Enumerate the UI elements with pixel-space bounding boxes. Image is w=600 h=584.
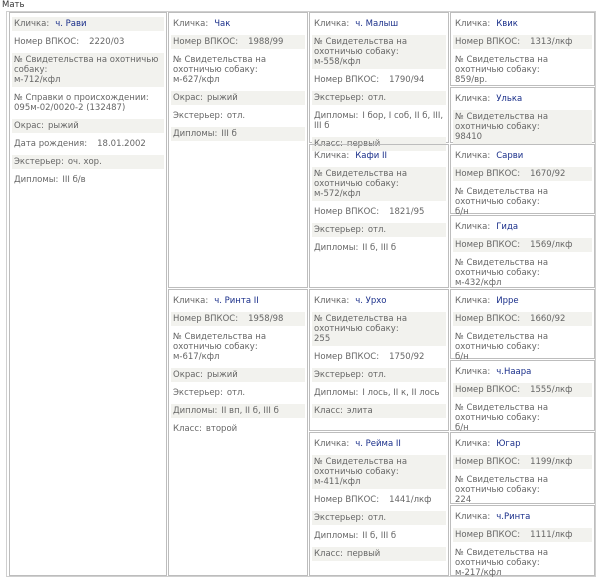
dog-card-chak: [168, 12, 308, 288]
dog-card-ulka: [450, 87, 595, 143]
class-label: Класс:: [314, 549, 343, 559]
dog-name-link[interactable]: ч.Ринта: [496, 512, 531, 522]
exterior-value: отл.: [226, 111, 246, 121]
nick-label: Кличка:: [455, 367, 491, 377]
dog-card-gida: [450, 215, 595, 288]
diplomas-label: Дипломы:: [314, 388, 359, 398]
dog-name-link[interactable]: ч. Рави: [55, 19, 87, 29]
cert-label: № Свидетельства на охотничью собаку:: [455, 112, 549, 132]
dog-name-link[interactable]: ч. Урхо: [355, 296, 387, 306]
vpkos-value: 1313/лкф: [530, 37, 573, 47]
diplomas-value: II б, III б: [362, 243, 397, 253]
exterior-value: отл.: [226, 388, 246, 398]
color-label: Окрас:: [173, 370, 203, 380]
exterior-label: Экстерьер:: [14, 157, 64, 167]
cert-value: м-432/кфл: [455, 278, 502, 288]
vpkos-label: Номер ВПКОС:: [314, 352, 380, 362]
vpkos-label: Номер ВПКОС:: [455, 169, 521, 179]
vpkos-label: Номер ВПКОС:: [455, 240, 521, 250]
cert-value: б/н: [455, 352, 469, 362]
exterior-value: отл.: [367, 225, 387, 235]
nick-label: Кличка:: [173, 296, 209, 306]
color-label: Окрас:: [14, 121, 44, 131]
diplomas-label: Дипломы:: [173, 406, 218, 416]
cert-label: № Свидетельства на охотничью собаку:: [173, 332, 267, 352]
diplomas-label: Дипломы:: [314, 531, 359, 541]
vpkos-value: 1670/92: [530, 169, 566, 179]
vpkos-label: Номер ВПКОС:: [455, 385, 521, 395]
dog-name-link[interactable]: Югар: [496, 439, 521, 449]
vpkos-value: 1199/лкф: [530, 457, 573, 467]
nick-label: Кличка:: [314, 296, 350, 306]
vpkos-label: Номер ВПКОС:: [173, 314, 239, 324]
nick-label: Кличка:: [455, 296, 491, 306]
color-label: Окрас:: [173, 93, 203, 103]
dog-name-link[interactable]: ч. Малыш: [355, 19, 399, 29]
dog-card-reima2: [309, 432, 449, 576]
diplomas-label: Дипломы:: [173, 129, 218, 139]
cert-value: 224: [455, 495, 472, 505]
exterior-label: Экстерьер:: [314, 370, 364, 380]
diplomas-value: III б: [221, 129, 237, 139]
nick-label: Кличка:: [173, 19, 209, 29]
vpkos-value: 1790/94: [389, 75, 425, 85]
nick-label: Кличка:: [455, 19, 491, 29]
nick-label: Кличка:: [455, 222, 491, 232]
diplomas-value: III б/в: [62, 175, 86, 185]
vpkos-value: 1821/95: [389, 207, 425, 217]
cert-label: № Свидетельства на охотничью собаку:: [455, 548, 549, 568]
vpkos-value: 1958/98: [248, 314, 284, 324]
vpkos-label: Номер ВПКОС:: [14, 37, 80, 47]
class-value: второй: [205, 424, 238, 434]
color-value: рыжий: [47, 121, 79, 131]
cert-label: № Свидетельства на охотничью собаку:: [455, 475, 549, 495]
dog-card-ravi: [9, 12, 167, 576]
dog-card-irre: [450, 289, 595, 362]
cert-label: № Свидетельства на охотничью собаку:: [455, 332, 549, 352]
nick-label: Кличка:: [455, 439, 491, 449]
pedigree-tree: [6, 11, 596, 577]
cert-value: б/н: [455, 423, 469, 433]
vpkos-label: Номер ВПКОС:: [314, 207, 380, 217]
exterior-label: Экстерьер:: [173, 111, 223, 121]
cert-label: № Свидетельства на охотничью собаку:: [314, 37, 408, 57]
dog-name-link[interactable]: ч. Рейма II: [355, 439, 401, 449]
diplomas-label: Дипломы:: [314, 243, 359, 253]
dog-name-link[interactable]: Гида: [496, 222, 519, 232]
cert-label: № Свидетельства на охотничью собаку:: [314, 457, 408, 477]
dog-card-kvik: [450, 12, 595, 86]
vpkos-value: 2220/03: [89, 37, 125, 47]
vpkos-label: Номер ВПКОС:: [455, 37, 521, 47]
nick-label: Кличка:: [314, 19, 350, 29]
cert-label: № Свидетельства на охотничью собаку:: [455, 258, 549, 278]
birth-label: Дата рождения:: [14, 139, 88, 149]
cert-value: м-617/кфл: [173, 352, 220, 362]
nick-label: Кличка:: [455, 94, 491, 104]
exterior-label: Экстерьер:: [314, 513, 364, 523]
vpkos-label: Номер ВПКОС:: [455, 314, 521, 324]
dog-name-link[interactable]: ч.Наара: [496, 367, 532, 377]
vpkos-value: 1660/92: [530, 314, 566, 324]
cert-label: № Свидетельства на охотничью собаку:: [314, 169, 408, 189]
cert-value: м-572/кфл: [314, 189, 361, 199]
exterior-label: Экстерьер:: [173, 388, 223, 398]
dog-name-link[interactable]: Кафи II: [355, 151, 387, 161]
dog-name-link[interactable]: Ирре: [496, 296, 519, 306]
diplomas-value: I бор, I соб, II б, III, III б: [314, 111, 444, 131]
class-value: первый: [346, 549, 381, 559]
dog-card-rinta2: [168, 289, 308, 576]
color-value: рыжий: [206, 93, 238, 103]
dog-name-link[interactable]: Квик: [496, 19, 518, 29]
class-value: элита: [346, 406, 373, 416]
dog-name-link[interactable]: Чак: [214, 19, 231, 29]
nick-label: Кличка:: [455, 151, 491, 161]
vpkos-value: 1569/лкф: [530, 240, 573, 250]
cert-label: № Свидетельства на охотничью собаку:: [455, 55, 549, 75]
cert-value: м-411/кфл: [314, 477, 361, 487]
dog-card-malysh: [309, 12, 449, 149]
origin-value: 095м-02/0020-2 (132487): [14, 103, 126, 113]
exterior-value: отл.: [367, 93, 387, 103]
exterior-value: отл.: [367, 513, 387, 523]
diplomas-value: I лось, II к, II лось: [362, 388, 440, 398]
cert-value: 859/вр.: [455, 75, 488, 85]
exterior-value: оч. хор.: [67, 157, 102, 167]
dog-card-urho: [309, 289, 449, 431]
cert-value: м-217/кфл: [455, 568, 502, 578]
cert-value: м-558/кфл: [314, 57, 361, 67]
color-value: рыжий: [206, 370, 238, 380]
exterior-value: отл.: [367, 370, 387, 380]
exterior-label: Экстерьер:: [314, 225, 364, 235]
dog-card-rinta: [450, 505, 595, 576]
dog-card-kafi: [309, 144, 449, 288]
diplomas-label: Дипломы:: [314, 111, 359, 121]
dog-card-sarvi: [450, 144, 595, 217]
exterior-label: Экстерьер:: [314, 93, 364, 103]
vpkos-label: Номер ВПКОС:: [455, 457, 521, 467]
vpkos-value: 1750/92: [389, 352, 425, 362]
diplomas-value: II вп, II б, III б: [221, 406, 279, 416]
nick-label: Кличка:: [455, 512, 491, 522]
nick-label: Кличка:: [14, 19, 50, 29]
cert-label: № Свидетельства на охотничью собаку:: [455, 187, 549, 207]
cert-value: б/н: [455, 207, 469, 217]
cert-value: м-712/кфл: [14, 75, 61, 85]
class-value: первый: [346, 139, 381, 149]
section-title: Мать: [2, 0, 25, 10]
dog-name-link[interactable]: Улька: [496, 94, 523, 104]
cert-label: № Свидетельства на охотничью собаку:: [14, 55, 159, 75]
vpkos-label: Номер ВПКОС:: [455, 530, 521, 540]
nick-label: Кличка:: [314, 439, 350, 449]
diplomas-label: Дипломы:: [14, 175, 59, 185]
class-label: Класс:: [314, 406, 343, 416]
dog-card-yugar: [450, 432, 595, 504]
dog-name-link[interactable]: Сарви: [496, 151, 524, 161]
vpkos-value: 1441/лкф: [389, 495, 432, 505]
dog-name-link[interactable]: ч. Ринта II: [214, 296, 259, 306]
cert-label: № Свидетельства на охотничью собаку:: [314, 314, 408, 334]
vpkos-value: 1988/99: [248, 37, 284, 47]
cert-value: 255: [314, 334, 331, 344]
origin-label: № Справки о происхождении:: [14, 93, 149, 103]
cert-value: м-627/кфл: [173, 75, 220, 85]
birth-value: 18.01.2002: [97, 139, 146, 149]
vpkos-label: Номер ВПКОС:: [173, 37, 239, 47]
cert-label: № Свидетельства на охотничью собаку:: [455, 403, 549, 423]
class-label: Класс:: [173, 424, 202, 434]
nick-label: Кличка:: [314, 151, 350, 161]
cert-label: № Свидетельства на охотничью собаку:: [173, 55, 267, 75]
vpkos-label: Номер ВПКОС:: [314, 75, 380, 85]
vpkos-label: Номер ВПКОС:: [314, 495, 380, 505]
vpkos-value: 1555/лкф: [530, 385, 573, 395]
class-label: Класс:: [314, 139, 343, 149]
vpkos-value: 1111/лкф: [530, 530, 573, 540]
dog-card-naara: [450, 360, 595, 431]
diplomas-value: II б, III б: [362, 531, 397, 541]
cert-value: 98410: [455, 132, 483, 142]
